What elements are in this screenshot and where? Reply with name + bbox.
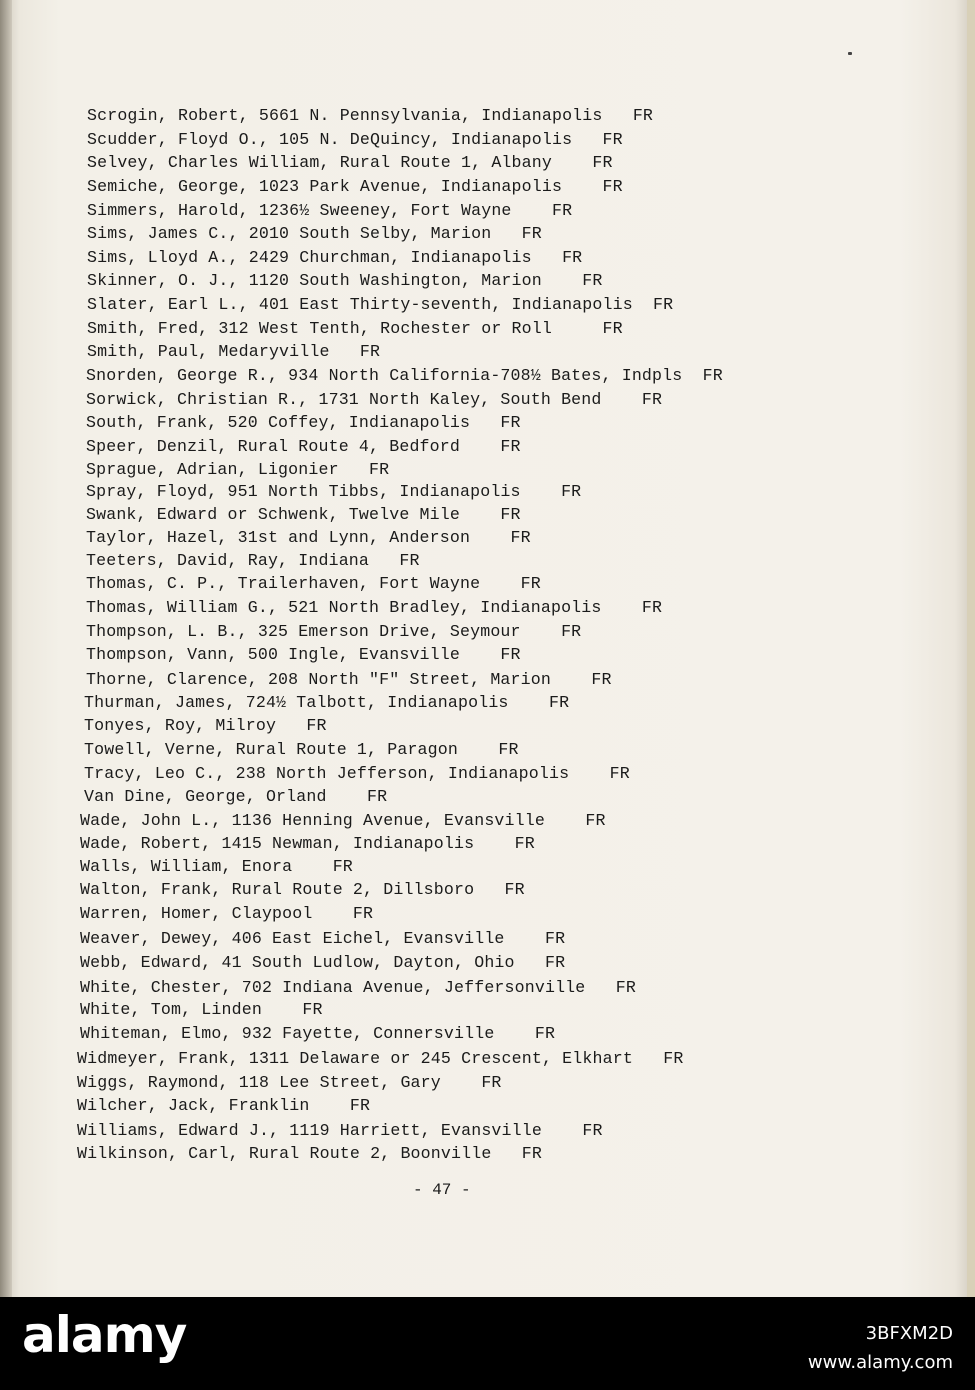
directory-entry: Thomas, William G., 521 North Bradley, Indianapolis FR: [86, 598, 663, 617]
directory-entry: Wilkinson, Carl, Rural Route 2, Boonville FR: [77, 1144, 542, 1163]
directory-entry: Towell, Verne, Rural Route 1, Paragon FR: [84, 740, 519, 759]
directory-entry: Swank, Edward or Schwenk, Twelve Mile FR: [86, 505, 521, 524]
directory-entry: Wiggs, Raymond, 118 Lee Street, Gary FR: [77, 1073, 502, 1092]
directory-entry: Sims, James C., 2010 South Selby, Marion FR: [87, 224, 542, 243]
directory-entry: Scrogin, Robert, 5661 N. Pennsylvania, Indianapolis FR: [87, 106, 654, 125]
directory-entry: Wade, John L., 1136 Henning Avenue, Evansville FR: [80, 811, 606, 830]
watermark-logo: alamy: [22, 1306, 187, 1364]
directory-entry: Widmeyer, Frank, 1311 Delaware or 245 Crescent, Elkhart FR: [77, 1049, 684, 1068]
directory-entry: Selvey, Charles William, Rural Route 1, Albany FR: [87, 153, 613, 172]
watermark-image-id: 3BFXM2D: [865, 1323, 953, 1344]
directory-entry: Sorwick, Christian R., 1731 North Kaley, South Bend FR: [86, 390, 663, 409]
directory-entry: Wade, Robert, 1415 Newman, Indianapolis FR: [80, 834, 535, 853]
stray-ink-mark: [848, 52, 852, 55]
directory-entry: Thomas, C. P., Trailerhaven, Fort Wayne FR: [86, 574, 541, 593]
directory-entry: Speer, Denzil, Rural Route 4, Bedford FR: [86, 437, 521, 456]
directory-entry: Sims, Lloyd A., 2429 Churchman, Indianapolis FR: [87, 248, 583, 267]
directory-entry: White, Chester, 702 Indiana Avenue, Jeffersonville FR: [80, 978, 636, 997]
directory-entry: Thompson, Vann, 500 Ingle, Evansville FR: [86, 645, 521, 664]
directory-entry: Tonyes, Roy, Milroy FR: [84, 716, 327, 735]
directory-entry: Simmers, Harold, 1236½ Sweeney, Fort Wayne FR: [87, 201, 573, 220]
directory-entry: Walton, Frank, Rural Route 2, Dillsboro FR: [80, 880, 525, 899]
directory-entry: Skinner, O. J., 1120 South Washington, Marion FR: [87, 271, 603, 290]
directory-entry: Walls, William, Enora FR: [80, 857, 353, 876]
directory-entry: Weaver, Dewey, 406 East Eichel, Evansville FR: [80, 929, 566, 948]
directory-entry: White, Tom, Linden FR: [80, 1000, 323, 1019]
directory-entry: Thompson, L. B., 325 Emerson Drive, Seymour FR: [86, 622, 582, 641]
directory-entry: Smith, Fred, 312 West Tenth, Rochester or Roll FR: [87, 319, 623, 338]
directory-entry: Warren, Homer, Claypool FR: [80, 904, 374, 923]
directory-entry: Whiteman, Elmo, 932 Fayette, Connersville FR: [80, 1024, 556, 1043]
directory-entry: Wilcher, Jack, Franklin FR: [77, 1096, 371, 1115]
directory-entry: Williams, Edward J., 1119 Harriett, Evansville FR: [77, 1121, 603, 1140]
directory-entry: Spray, Floyd, 951 North Tibbs, Indianapolis FR: [86, 482, 582, 501]
page-number: - 47 -: [413, 1181, 471, 1199]
directory-entry: Webb, Edward, 41 South Ludlow, Dayton, Ohio FR: [80, 953, 566, 972]
directory-entry: Scudder, Floyd O., 105 N. DeQuincy, Indianapolis FR: [87, 130, 623, 149]
directory-entry: Van Dine, George, Orland FR: [84, 787, 388, 806]
directory-entry: Snorden, George R., 934 North California-708½ Bates, Indpls FR: [86, 366, 723, 385]
directory-entry: Taylor, Hazel, 31st and Lynn, Anderson FR: [86, 528, 531, 547]
directory-entry: South, Frank, 520 Coffey, Indianapolis FR: [86, 413, 521, 432]
directory-entry: Thorne, Clarence, 208 North "F" Street, Marion FR: [86, 670, 612, 689]
directory-entry: Slater, Earl L., 401 East Thirty-seventh, Indianapolis FR: [87, 295, 674, 314]
directory-entry: Thurman, James, 724½ Talbott, Indianapolis FR: [84, 693, 570, 712]
watermark-url: www.alamy.com: [807, 1352, 953, 1373]
directory-entry: Teeters, David, Ray, Indiana FR: [86, 551, 420, 570]
directory-entry: Sprague, Adrian, Ligonier FR: [86, 460, 390, 479]
directory-entry: Smith, Paul, Medaryville FR: [87, 342, 381, 361]
directory-entry: Tracy, Leo C., 238 North Jefferson, Indianapolis FR: [84, 764, 630, 783]
directory-entry: Semiche, George, 1023 Park Avenue, Indianapolis FR: [87, 177, 623, 196]
